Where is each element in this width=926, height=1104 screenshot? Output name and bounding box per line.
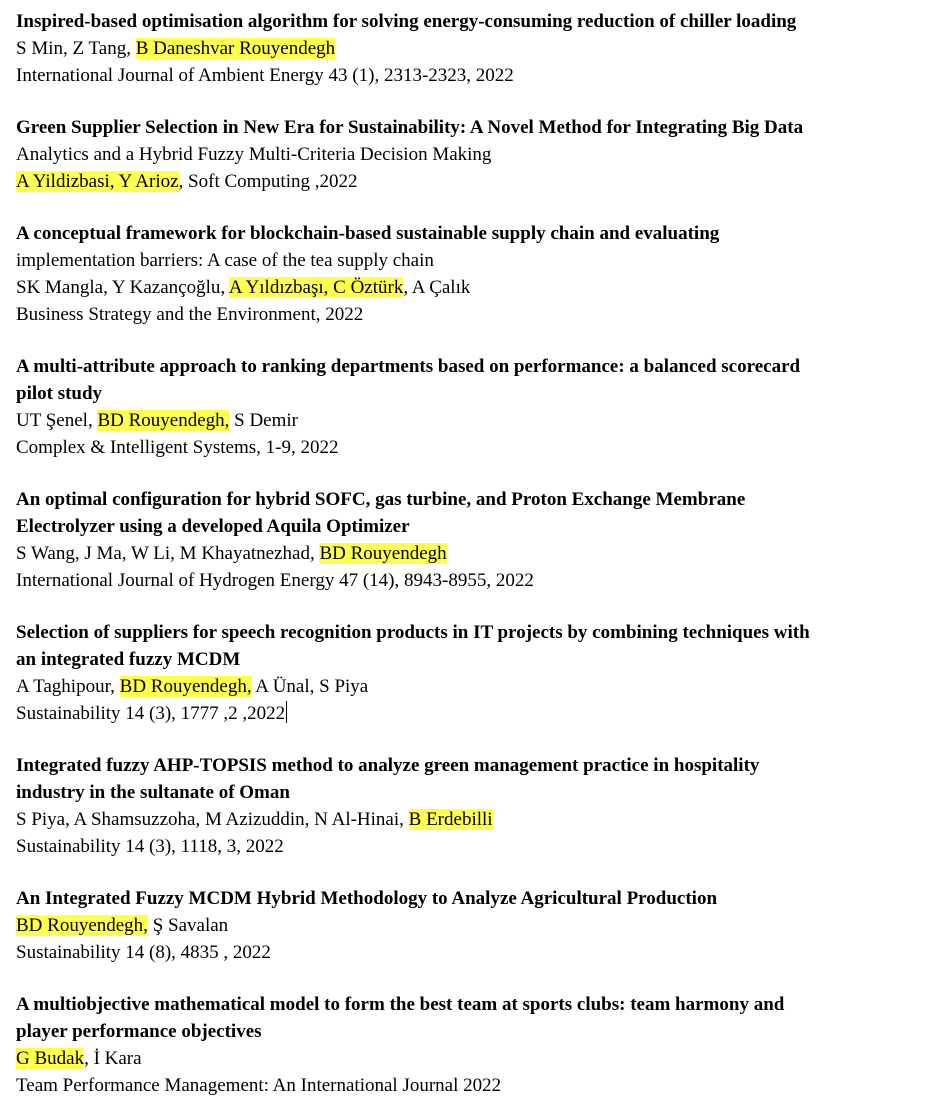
- publication-authors: [16, 912, 910, 939]
- publication-venue[interactable]: [16, 700, 910, 727]
- author-list: , A Çalık: [403, 277, 471, 298]
- publication-entry: [16, 8, 910, 89]
- publication-title: A multiobjective mathematical model to form the best team at sports clubs: team harmony and: [16, 994, 785, 1015]
- highlighted-author: B Erdebilli: [408, 809, 493, 830]
- author-list: S Min, Z Tang,: [16, 38, 136, 59]
- author-list: A Ünal, S Piya: [251, 676, 369, 697]
- venue-text: Sustainability 14 (3), 1777 ,2 ,2022: [16, 703, 286, 724]
- publication-title: industry in the sultanate of Oman: [16, 782, 290, 803]
- publication-authors: [16, 540, 910, 567]
- highlighted-author: A Yıldızbaşı, C Öztürk: [228, 277, 404, 298]
- author-list: UT Şenel,: [16, 410, 98, 431]
- highlighted-author: G Budak: [16, 1048, 85, 1069]
- publication-title: An Integrated Fuzzy MCDM Hybrid Methodology to Analyze Agricultural Production: [16, 888, 718, 909]
- publication-venue: Business Strategy and the Environment, 2022: [16, 304, 364, 325]
- publication-venue: Sustainability 14 (3), 1118, 3, 2022: [16, 836, 284, 857]
- highlighted-author: A Yildizbasi, Y Arioz: [16, 171, 179, 192]
- publication-authors: [16, 168, 910, 195]
- author-list: Ş Savalan: [147, 915, 229, 936]
- author-list: A Taghipour,: [16, 676, 120, 697]
- publication-venue: Sustainability 14 (8), 4835 , 2022: [16, 942, 271, 963]
- author-list: , Soft Computing ,2022: [178, 171, 358, 192]
- text-cursor: [286, 701, 287, 723]
- publication-venue: Team Performance Management: An International Journal 2022: [16, 1075, 502, 1096]
- highlighted-author: BD Rouyendegh,: [97, 410, 230, 431]
- publication-authors: [16, 806, 910, 833]
- publication-authors: [16, 274, 910, 301]
- publication-title: Green Supplier Selection in New Era for Sustainability: A Novel Method for Integrating Big Data: [16, 117, 804, 138]
- publication-entry: [16, 619, 910, 727]
- highlighted-author: BD Rouyendegh,: [119, 676, 252, 697]
- publication-entry: [16, 991, 910, 1099]
- publication-title: an integrated fuzzy MCDM: [16, 649, 241, 670]
- author-list: S Demir: [229, 410, 298, 431]
- publication-title-continuation: Analytics and a Hybrid Fuzzy Multi-Criteria Decision Making: [16, 144, 492, 165]
- publication-title: Integrated fuzzy AHP-TOPSIS method to analyze green management practice in hospitality: [16, 755, 760, 776]
- highlighted-author: BD Rouyendegh,: [16, 915, 148, 936]
- highlighted-author: BD Rouyendegh: [319, 543, 447, 564]
- publication-entry: [16, 486, 910, 594]
- author-list: S Piya, A Shamsuzzoha, M Azizuddin, N Al-Hinai,: [16, 809, 409, 830]
- publication-entry: [16, 114, 910, 195]
- publication-title: A multi-attribute approach to ranking departments based on performance: a balanced scorecard: [16, 356, 801, 377]
- author-list: , İ Kara: [84, 1048, 142, 1069]
- publication-authors: [16, 35, 910, 62]
- publication-title: Electrolyzer using a developed Aquila Optimizer: [16, 516, 410, 537]
- author-list: SK Mangla, Y Kazançoğlu,: [16, 277, 229, 298]
- publication-title: A conceptual framework for blockchain-based sustainable supply chain and evaluating: [16, 223, 720, 244]
- publication-venue: International Journal of Hydrogen Energy 47 (14), 8943-8955, 2022: [16, 570, 534, 591]
- highlighted-author: B Daneshvar Rouyendegh: [135, 38, 336, 59]
- publication-title: pilot study: [16, 383, 103, 404]
- publication-entry: [16, 353, 910, 461]
- publication-entry: [16, 752, 910, 860]
- publication-venue: International Journal of Ambient Energy 43 (1), 2313-2323, 2022: [16, 65, 514, 86]
- publication-title: An optimal configuration for hybrid SOFC, gas turbine, and Proton Exchange Membrane: [16, 489, 746, 510]
- publication-title: Inspired-based optimisation algorithm for solving energy-consuming reduction of chiller loading: [16, 11, 797, 32]
- publication-title: player performance objectives: [16, 1021, 262, 1042]
- publication-title-continuation: implementation barriers: A case of the tea supply chain: [16, 250, 434, 271]
- publication-title: Selection of suppliers for speech recognition products in IT projects by combining techniques with: [16, 622, 810, 643]
- publication-entry: [16, 220, 910, 328]
- publication-venue: Complex & Intelligent Systems, 1-9, 2022: [16, 437, 339, 458]
- publication-entry: [16, 885, 910, 966]
- publication-authors: [16, 673, 910, 700]
- publication-authors: [16, 1045, 910, 1072]
- publication-authors: [16, 407, 910, 434]
- author-list: S Wang, J Ma, W Li, M Khayatnezhad,: [16, 543, 320, 564]
